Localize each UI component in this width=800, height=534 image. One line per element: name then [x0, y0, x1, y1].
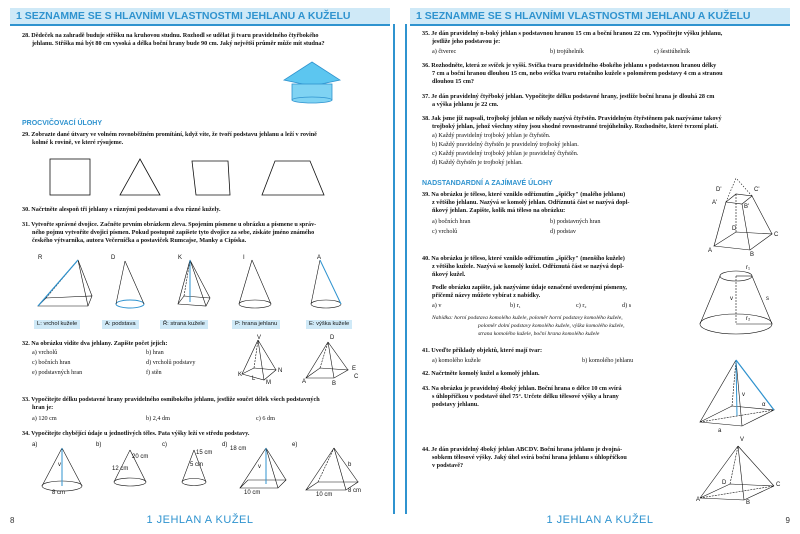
q32-label-a: A — [302, 379, 307, 385]
q32-label-c: C — [354, 374, 359, 380]
q32-label-v: V — [257, 335, 262, 341]
q40-line1: 40. Na obrázku je těleso, které vzniklo odříznutím „špičky" (menšího kužele) — [422, 255, 625, 262]
q43-line1: 43. Na obrázku je pravidelný 4boký jehlan. Boční hrana o délce 10 cm svírá — [422, 385, 622, 392]
q44-label-d: D — [722, 480, 727, 486]
q32-label-b: B — [332, 381, 337, 387]
q38-line1: 38. Jak jsme již napsali, trojboký jehlan se někdy nazývá čtyřstěn. Pravidelným čtyřstěnem pak nazýváme takový — [422, 115, 722, 122]
q29-line2: kolmé k rovině, ve které rýsujeme. — [32, 139, 124, 146]
q44-pyramid — [694, 440, 781, 504]
q39-option-c: c) vrcholů — [432, 228, 458, 235]
q43-label-alpha: α — [762, 402, 766, 408]
q31-letter-k: K — [178, 255, 183, 261]
q39-label-d-prime: D' — [716, 187, 722, 193]
q36-line2: 7 cm a boční hranou dlouhou 15 cm, nebo svíčka tvaru rotačního kužele s poloměrem podstavy 4 cm a stranou — [432, 70, 723, 77]
q41-option-a: a) komolého kužele — [432, 357, 481, 364]
q28-line1: 28. Dědeček na zahradě buduje stříšku na kruhovou studnu. Rozhodl se udělat ji tvaru pravidelného čtyřbokého — [22, 32, 319, 39]
q34-dim-v-d: v — [258, 464, 261, 470]
left-header — [10, 8, 390, 26]
q41-text: 41. Uveďte příklady objektů, které mají tvar: — [422, 347, 543, 354]
q34-letter-e: e) — [292, 442, 298, 448]
q39-option-a: a) bočních hran — [432, 218, 471, 225]
right-footer-title: 1 JEHLAN A KUŽEL — [546, 514, 654, 526]
q35-option-a: a) čtverec — [432, 48, 457, 55]
q33-option-a: a) 120 cm — [32, 415, 57, 422]
q35-line1: 35. Je dán pravidelný n-boký jehlan s podstavnou hranou 15 cm a boční hranou 22 cm. Vypočítejte výšku jehlanu, — [422, 30, 723, 37]
q39-line1: 39. Na obrázku je těleso, které vzniklo odříznutím „špičky" (malého jehlanu) — [422, 191, 626, 198]
q35-line2: jestliže jeho podstavou je: — [432, 38, 501, 45]
q31-line3: českého výtvarníka, autora Večerníčka a postaviček Rumcajse, Manky a Cipíska. — [32, 237, 247, 244]
q31-term-e: E: výška kužele — [306, 320, 352, 329]
q39-option-d: d) podstav — [550, 228, 576, 235]
q31-figures — [30, 256, 370, 316]
q40b-line2: přičemž názvy můžete vybírat z nabídky. — [432, 292, 541, 299]
q34-dim-20cm: 20 cm — [132, 454, 149, 460]
section-procvicovaci: PROCVIČOVACÍ ÚLOHY — [22, 120, 102, 127]
q31-term-l: L: vrchol kužele — [34, 320, 80, 329]
q44-label-b: B — [746, 500, 751, 506]
q35-option-b: b) trojúhelník — [550, 48, 584, 55]
q31-term-a: A: podstava — [102, 320, 139, 329]
q40-menu-line1: Nabídka: horní podstava komolého kužele, poloměr horní podstavy komolého kužele, — [432, 315, 623, 321]
q43-line3: podstavy jehlanu. — [432, 401, 479, 408]
q44-label-a: A — [696, 497, 701, 503]
q30-text: 30. Načrtněte alespoň tři jehlany s různými podstavami a dva různé kužely. — [22, 206, 221, 213]
q32-option-d: d) vrcholů podstavy — [146, 359, 196, 366]
q41-option-b: b) komolého jehlanu — [582, 357, 634, 364]
right-page-number: 9 — [785, 516, 790, 525]
left-footer-title: 1 JEHLAN A KUŽEL — [146, 514, 254, 526]
q36-line3: dlouhou 15 cm? — [432, 78, 474, 85]
q32-label-e: E — [352, 366, 357, 372]
q31-line1: 31. Vytvořte správné dvojice. Začněte prvním obrázkem zleva. Spojením písmene u obrázku a písmene u správ- — [22, 221, 317, 228]
q32-option-e: e) podstavných hran — [32, 369, 83, 376]
q44-line3: v podstavě? — [432, 462, 464, 469]
q34-dim-10cm-e: 10 cm — [316, 492, 333, 498]
q29-shapes — [40, 157, 370, 199]
section-nadstandardni: NADSTANDARDNÍ A ZAJÍMAVÉ ÚLOHY — [422, 180, 553, 187]
q34-dim-v-a: v — [58, 462, 61, 468]
left-margin-line — [393, 24, 395, 514]
q40-label-r2: r₂ — [746, 316, 751, 322]
q31-letter-i: I — [243, 255, 245, 261]
q28-line2: jehlanu. Stříška má být 80 cm vysoká a délka boční hrany bude 90 cm. Jaký největší průměr může mít studna? — [32, 40, 325, 47]
q33-line1: 33. Vypočítejte délku podstavné hrany pravidelného osmibokého jehlanu, jestliže součet délek všech podstavných — [22, 396, 320, 403]
q38-option-c: c) Každý pravidelný trojboký jehlan je pravidelný čtyřstěn. — [432, 150, 579, 157]
q34-dim-12cm: 12 cm — [112, 466, 129, 472]
q43-label-a: a — [718, 428, 722, 434]
q32-label-l: L — [252, 376, 256, 382]
q32-label-m: M — [266, 380, 271, 386]
q34-dim-8cm-e: 8 cm — [348, 488, 362, 494]
left-header-title: 1 SEZNAMME SE S HLAVNÍMI VLASTNOSTMI JEHLANU A KUŽELU — [16, 10, 351, 22]
q32-label-k: K — [238, 372, 243, 378]
q34-letter-b: b) — [96, 442, 102, 448]
q31-letter-d: D — [111, 255, 116, 261]
q35-option-c: c) šestiúhelník — [654, 48, 690, 55]
q42-text: 42. Načrtněte komolý kužel a komolý jehlan. — [422, 370, 540, 377]
left-page-number: 8 — [10, 516, 15, 525]
q39-label-a-prime: A' — [712, 200, 718, 206]
q33-option-b: b) 2,4 dm — [146, 415, 170, 422]
q32-label-n: N — [278, 368, 283, 374]
q40-option-c: c) r₂ — [576, 302, 587, 309]
q34-dim-18cm: 18 cm — [230, 446, 247, 452]
q31-line2: ného pojmu vytvoříte dvojici písmen. Pokud postupně zapíšete tyto dvojice za sebe, získáte jméno známého — [32, 229, 315, 236]
q39-label-b-prime: B' — [744, 204, 750, 210]
q39-label-c-prime: C' — [754, 187, 760, 193]
q44-label-c: C — [776, 482, 781, 488]
q34-text: 34. Vypočítejte chybějící údaje u jednotlivých těles. Pata výšky leží ve středu podstavy. — [22, 430, 250, 437]
q40-label-v: v — [730, 296, 733, 302]
q33-line2: hran je: — [32, 404, 54, 411]
q40-option-d: d) s — [622, 302, 632, 309]
q32-pyramids — [236, 338, 366, 386]
q39-frustum-pyramid — [706, 188, 778, 252]
q32-option-c: c) bočních hran — [32, 359, 71, 366]
q40-menu-line3: strana komolého kužele, boční hrana komolého kužele — [478, 331, 600, 337]
q32-text: 32. Na obrázku vidíte dva jehlany. Zapište počet jejich: — [22, 340, 168, 347]
q34-letter-a: a) — [32, 442, 38, 448]
q36-line1: 36. Rozhodněte, která ze svíček je vyšší. Svíčka tvaru pravidelného 4bokého jehlanu s podstavnou hranou délky — [422, 62, 717, 69]
q34-letter-d: d) — [222, 442, 228, 448]
q38-option-b: b) Každý pravidelný čtyřstěn je pravidelný trojboký jehlan. — [432, 141, 579, 148]
q32-option-a: a) vrcholů — [32, 349, 58, 356]
q40-line3: ňkový kužel. — [432, 271, 466, 278]
q39-line2: z většího jehlanu. Nazývá se komolý jehlan. Odříznutá část se nazývá dopl- — [432, 199, 630, 206]
q31-letter-r: R — [38, 255, 43, 261]
q31-term-r: Ř: strana kužele — [160, 320, 208, 329]
q43-line2: s úhlopříčkou v podstavě úhel 75°. Určete délku tělesové výšky a hrany — [432, 393, 619, 400]
q32-option-b: b) hran — [146, 349, 164, 356]
q44-line2: sobkem tělesové výšky. Jaký úhel svírá boční hrana jehlanu s úhlopříčkou — [432, 454, 627, 461]
q44-label-v: V — [740, 437, 745, 443]
q39-label-c: C — [774, 232, 779, 238]
q37-line1: 37. Je dán pravidelný čtyřboký jehlan. Vypočítejte délku podstavné hrany, jestliže boční hrana je dlouhá 28 cm — [422, 93, 715, 100]
q38-option-d: d) Každý čtyřstěn je trojboký jehlan. — [432, 159, 523, 166]
q34-dim-15cm: 15 cm — [196, 450, 213, 456]
right-header — [410, 8, 790, 26]
q31-term-p: P: hrana jehlanu — [232, 320, 280, 329]
q34-dim-5cm: 5 cm — [190, 462, 204, 468]
q39-line3: ňkový jehlan. Zapište, kolik má těleso na obrázku: — [432, 207, 566, 214]
q40-line2: z většího kužele. Nazývá se komolý kužel. Odříznutá část se nazývá dopl- — [432, 263, 624, 270]
q38-option-a: a) Každý pravidelný trojboký jehlan je čtyřstěn. — [432, 132, 551, 139]
q39-label-d: D — [732, 226, 737, 232]
q34-dim-b: b — [348, 462, 352, 468]
q40-option-a: a) v — [432, 302, 442, 309]
q39-label-b: B — [750, 252, 755, 258]
right-margin-line — [405, 24, 407, 514]
q32-label-d: D — [330, 335, 335, 341]
q40b-line1: Podle obrázku zapište, jak nazýváme údaje označené uvedenými písmeny, — [432, 284, 627, 291]
q29-line1: 29. Zobrazte dané útvary ve volném rovnoběžném promítání, když víte, že tvoří podstavu jehlanu a leží v rovině — [22, 131, 317, 138]
roof-illustration — [282, 62, 342, 104]
q40-option-b: b) r₁ — [510, 302, 521, 309]
right-page — [400, 0, 800, 534]
q32-option-f: f) stěn — [146, 369, 162, 376]
left-footer — [10, 512, 390, 528]
right-footer — [410, 512, 790, 528]
q43-pyramid — [696, 356, 778, 428]
q38-line2: trojboký jehlan, jehož všechny stěny jsou shodné rovnostranné trojúhelníky. Rozhodněte, které tvrzení platí. — [432, 123, 719, 130]
q39-option-b: b) podstavných hran — [550, 218, 601, 225]
q34-dim-10cm-d: 10 cm — [244, 490, 261, 496]
q34-dim-8cm-a: 8 cm — [52, 490, 66, 496]
q31-letter-a: A — [317, 255, 322, 261]
q44-line1: 44. Je dán pravidelný 4boký jehlan ABCDV. Boční hrana jehlanu je dvojná- — [422, 446, 623, 453]
q40-menu-line2: poloměr dolní podstavy komolého kužele, výška komolého kužele, — [478, 323, 625, 329]
q33-option-c: c) 6 dm — [256, 415, 275, 422]
q34-letter-c: c) — [162, 442, 167, 448]
right-header-title: 1 SEZNAMME SE S HLAVNÍMI VLASTNOSTMI JEHLANU A KUŽELU — [416, 10, 751, 22]
q37-line2: a výška jehlanu je 22 cm. — [432, 101, 499, 108]
q40-label-s: s — [766, 296, 769, 302]
q39-label-a: A — [708, 248, 713, 254]
q43-label-v: v — [742, 392, 745, 398]
q40-label-r1: r₁ — [746, 265, 751, 271]
